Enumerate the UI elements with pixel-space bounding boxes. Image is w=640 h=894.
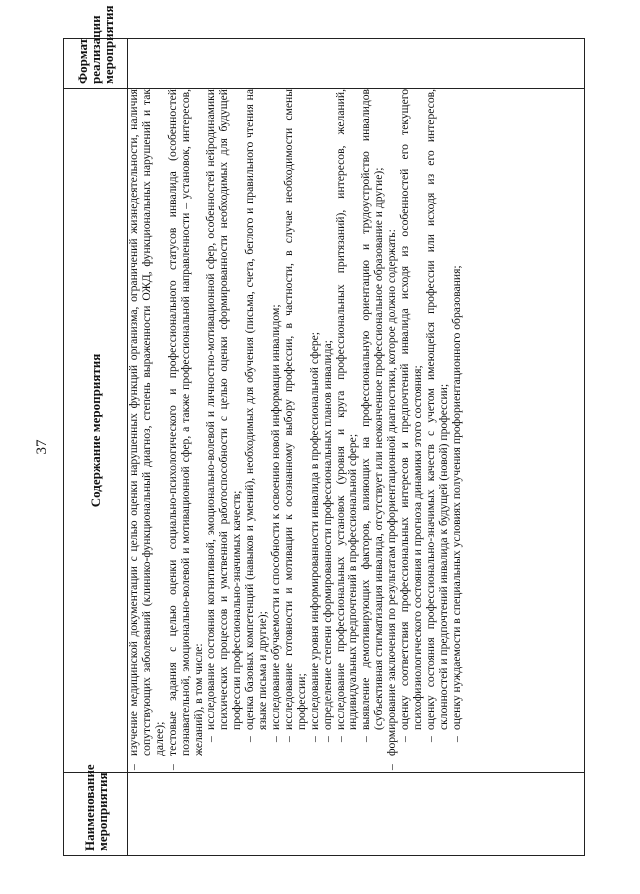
content-subitem: – выявление демотивирующих факторов, влияющих на профессиональную ориентацию и трудоустройство инвалидов (субъективная стигматизация инвалида, отсутствует или неоконченное профессиональное образование и другие);	[360, 89, 386, 756]
content-item-text: формирование заключения по результатам профориентационной диагностики, которое должно содержать:	[385, 229, 399, 756]
table-header-row	[64, 39, 128, 856]
content-item-text: изучение медицинской документации с целью оценки нарушенных функций организма, ограничений жизнедеятельности, наличия сопутствующих заболеваний (клинико-функциональный диагноз, степень выраженности ОЖД, функциональных нарушений и так далее);	[127, 89, 166, 756]
content-subitem: – исследование обучаемости и способности к освоению новой информации инвалидом;	[270, 89, 283, 756]
content-item	[128, 89, 167, 772]
content-sublist	[205, 89, 386, 756]
cell-activity-content	[128, 89, 585, 773]
content-subitem: – оценку состояния профессионально-значимых качеств с учетом имеющейся профессии или исходя из его интересов, склонностей и предпочтений инвалида к будущей (новой) профессии;	[425, 89, 451, 756]
content-subitem: – исследование готовности и мотивации к осознанному выбору профессии, в частности, в случае необходимости смены профессии;	[283, 89, 309, 756]
page-number: 37	[34, 439, 50, 455]
content-item	[167, 89, 386, 772]
content-subitem: – оценку соответствия профессиональных интересов и предпочтений инвалида исходя из особенностей его текущего психофизиологического состояния и прогноза динамики этого состояния;	[399, 89, 425, 756]
content-list	[128, 89, 464, 772]
content-sublist	[399, 89, 464, 756]
content-subitem: – исследование уровня информированности инвалида в профессиональной сфере;	[309, 89, 322, 756]
cell-activity-name	[128, 773, 585, 856]
content-subitem: – исследование состояния когнитивной, эмоционально-волевой и личностно-мотивационной сфер, особенностей нейродинамики психических процессов и умственной работоспособности с целью оценки сформированности необходимых для будущей профессии профессионально-значимых качеств;	[205, 89, 244, 756]
table-body-row	[128, 39, 585, 856]
content-subitem: – оценку нуждаемости в специальных условиях получения профориентационного образования;	[451, 89, 464, 756]
content-subitem: – оценка базовых компетенций (навыков и умений), необходимых для обучения (письма, счета, беглого и правильного чтения на языке письма и другие);	[244, 89, 270, 756]
header-activity-name: Наименование мероприятия	[64, 773, 128, 856]
content-subitem: – определение степени сформированности профессиональных планов инвалида;	[322, 89, 335, 756]
content-subitem: – исследование профессиональных установок (уровня и круга профессиональных притязаний), интересов, желаний, индивидуальных предпочтений в профессиональной сфере;	[335, 89, 361, 756]
content-item-text: тестовые задания с целью оценки социально-психологического и профессионального статусов инвалида (особенностей познавательной, эмоционально-волевой и мотивационной сфер, а также профессиональной направленности – установок, интересов, желаний), в том числе:	[165, 89, 205, 756]
header-activity-content: Содержание мероприятия	[64, 89, 128, 773]
activities-table	[63, 5, 585, 856]
header-activity-format: Формат реализации мероприятия	[64, 39, 128, 89]
content-item	[386, 89, 463, 772]
cell-activity-format	[128, 39, 585, 89]
